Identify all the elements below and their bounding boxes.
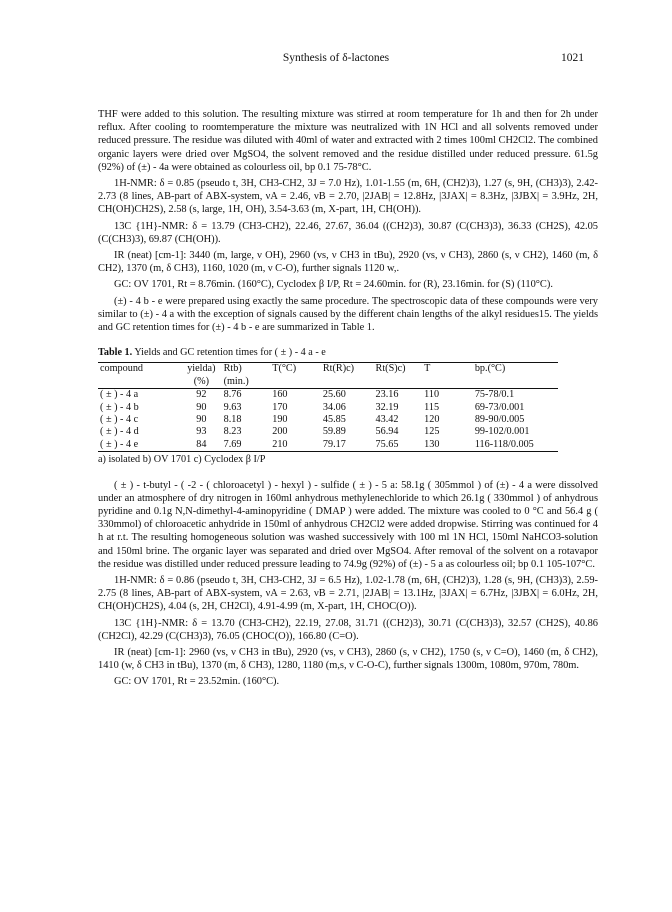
unit-cell bbox=[321, 376, 374, 389]
header-cell: Rtb) bbox=[222, 363, 271, 376]
table-cell: 160 bbox=[272, 389, 288, 401]
table-cell: 89-90/0.005 bbox=[474, 414, 525, 426]
table-cell: 79.17 bbox=[321, 439, 374, 452]
table-cell: 75.65 bbox=[374, 439, 423, 452]
table-cell: 9.63 bbox=[223, 401, 242, 413]
table-cell: 7.69 bbox=[222, 439, 271, 452]
unit-cell bbox=[374, 376, 423, 389]
ir-5a: IR (neat) [cm-1]: 2960 (vs, ν CH3 in tBu), 2920 (vs, ν CH3), 2860 (s, ν CH2), 1750 (s, ν C=O), 1460 (m, δ CH2), 1410 (w, δ CH3 in tBu), 1370 (m, δ CH3), 1280, 1180 (m,s, ν C-O-C), further signals 1300m, 1080m, 970m, 780m. bbox=[98, 646, 598, 672]
table-row bbox=[98, 426, 558, 438]
table-cell: 170 bbox=[272, 401, 288, 413]
header-cell: Rt(R)c) bbox=[321, 363, 374, 376]
hnmr-4a: 1H-NMR: δ = 0.85 (pseudo t, 3H, CH3-CH2, 3J = 7.0 Hz), 1.01-1.55 (m, 6H, (CH2)3), 1.27 (s, 9H, (CH3)3), 2.42-2.73 (8 lines, AB-part of ABX-system, νA = 2.46, νB = 2.70, |2JAB| = 12.8Hz, |3JAX| = 8.3Hz, |3JBX| = 3.9Hz, 2H, CH(OH)CH2S), 2.58 (s, large, 1H, OH), 3.54-3.63 (m, X-part, 1H, CH(OH)). bbox=[98, 178, 598, 216]
table-cell: 32.19 bbox=[375, 401, 399, 413]
table-cell: 190 bbox=[272, 414, 288, 426]
unit-cell bbox=[422, 376, 473, 389]
table-cell: 200 bbox=[272, 426, 288, 438]
table-cell: ( ± ) - 4 c bbox=[100, 414, 139, 426]
table-cell: 90 bbox=[196, 401, 207, 413]
table-units-row bbox=[98, 376, 558, 389]
paragraph-procedure-5a: ( ± ) - t-butyl - ( -2 - ( chloroacetyl ) - hexyl ) - sulfide ( ± ) - 5 a: 58.1g ( 305mmol ) of (±) - 4 a were dissolved under an atmosphere of dry nitrogen in 160ml anhydrous methylenechloride to which 26.1g ( 330mmol ) of anhydrous pyridine and 0.1g N,N-dimethyl-4-aminopyridine ( DMAP ) were added. The mixture was cooled to 0 °C and 56.4 g ( 330mmol) of chloroacetic anhydride in 150ml of anhydrous CH2Cl2 were added dropwise. Stirring was continued for 4 h at r.t. The resulting homogeneous solution was washed successively with 100 ml 1N HCl, 150ml NaHCO3-solution and 150ml brine. The organic layer was separated and dried over MgSO4. After removal of the solvent on a rotavapor the residue was distilled under reduced pressure leading to 74.9g (92%) of (±) - 5 a as colourless oil; bp 0.1 105-107°C. bbox=[98, 479, 598, 570]
table-cell: ( ± ) - 4 a bbox=[100, 389, 139, 401]
main-text bbox=[98, 108, 598, 689]
unit-cell bbox=[473, 376, 558, 389]
table-cell: 8.23 bbox=[223, 426, 242, 438]
unit-cell: (min.) bbox=[222, 376, 271, 389]
table-caption-label: Table 1. bbox=[98, 347, 133, 359]
hnmr-5a: 1H-NMR: δ = 0.86 (pseudo t, 3H, CH3-CH2, 3J = 6.5 Hz), 1.02-1.78 (m, 6H, (CH2)3), 1.28 (s, 9H, (CH3)3), 2.59-2.75 (8 lines, AB-part of ABX-system, νA = 2.63, νB = 2.71, |2JAB| = 13.1Hz, |3JAX| = 6.7Hz, |3JBX| = 6.0Hz, 2H, CH(OH)CH2S), 4.04 (s, 2H, CH2Cl), 4.91-4.99 (m, X-part, 1H, CHOC(O)). bbox=[98, 574, 598, 613]
table-footnotes: a) isolated b) OV 1701 c) Cyclodex β I/P bbox=[98, 454, 266, 466]
paragraph-4b-e: (±) - 4 b - e were prepared using exactly the same procedure. The spectroscopic data of these compounds were very similar to (±) - 4 a with the exception of signals caused by the different chain lengths of the alkyl residues15. The yields and GC retention times for (±) - 4 b - e are summarized in Table 1. bbox=[98, 295, 598, 334]
table-row bbox=[98, 414, 558, 426]
unit-cell: (%) bbox=[181, 376, 222, 389]
table-cell: 92 bbox=[196, 389, 207, 401]
table-caption bbox=[98, 346, 598, 359]
table-cell: ( ± ) - 4 d bbox=[100, 426, 139, 438]
unit-cell bbox=[270, 376, 321, 389]
header-cell: bp.(°C) bbox=[473, 363, 558, 376]
gc-4a: GC: OV 1701, Rt = 8.76min. (160°C), Cyclodex β I/P, Rt = 24.60min. for (R), 23.16min. for (S) (110°C). bbox=[114, 279, 553, 291]
table-cell: ( ± ) - 4 e bbox=[98, 439, 181, 452]
header-cell: T bbox=[422, 363, 473, 376]
paragraph-procedure-4a: THF were added to this solution. The resulting mixture was stirred at room temperature for 1h and then for 2h under reflux. After cooling to roomtemperature the mixture was neutralized with 1N HCl and all solvents removed under reduced pressure. The residue was diluted with 40ml of water and extracted with 2 times 100ml CH2Cl2. The combined organic layers were dried over MgSO4, the solvent removed and the residue distilled under reduced pressure. 61.5g (92%) of (±) - 4a were obtained as colourless oil, bp 0.1 75-78°C. bbox=[98, 109, 598, 173]
table-row bbox=[98, 402, 558, 414]
header-cell: T(°C) bbox=[270, 363, 321, 376]
table-row bbox=[98, 439, 558, 452]
table-row bbox=[98, 389, 558, 402]
table-cell: 120 bbox=[424, 414, 440, 426]
table-cell: 75-78/0.1 bbox=[474, 389, 515, 401]
unit-cell bbox=[98, 376, 181, 389]
table-cell: 125 bbox=[424, 426, 440, 438]
ir-4a: IR (neat) [cm-1]: 3440 (m, large, ν OH), 2960 (vs, ν CH3 in tBu), 2920 (vs, ν CH3), 2860 (s, ν CH2), 1460 (m, δ CH2), 1370 (m, δ CH3), 1160, 1020 (m, ν C-O), further signals 1120 w,. bbox=[98, 250, 598, 275]
table-cell: 43.42 bbox=[375, 414, 399, 426]
table-cell: 115 bbox=[424, 401, 440, 413]
running-header bbox=[0, 52, 672, 68]
header-cell: compound bbox=[98, 363, 181, 376]
table-cell: 8.18 bbox=[223, 414, 242, 426]
table-cell: 210 bbox=[270, 439, 321, 452]
header-cell: Rt(S)c) bbox=[374, 363, 423, 376]
table-header-row bbox=[98, 363, 558, 376]
header-cell: yielda) bbox=[181, 363, 222, 376]
cnmr-5a: 13C {1H}-NMR: δ = 13.70 (CH3-CH2), 22.19, 27.08, 31.71 ((CH2)3), 30.71 (C(CH3)3), 32.57 (CH2S), 40.86 (CH2Cl), 42.29 (C(CH3)3), 76.05 (CHOC(O)), 166.80 (C=O). bbox=[98, 617, 598, 642]
table-cell: 99-102/0.001 bbox=[474, 426, 530, 438]
table-cell: 110 bbox=[424, 389, 440, 401]
yields-table bbox=[98, 362, 558, 452]
table-cell: 69-73/0.001 bbox=[474, 401, 525, 413]
table-cell: 45.85 bbox=[322, 414, 346, 426]
table-cell: 84 bbox=[181, 439, 222, 452]
table-cell: 34.06 bbox=[322, 401, 346, 413]
table-caption-text: Yields and GC retention times for ( ± ) - 4 a - e bbox=[134, 347, 326, 359]
page-number: 1021 bbox=[561, 52, 584, 64]
table-cell: 8.76 bbox=[223, 389, 242, 401]
running-title: Synthesis of δ-lactones bbox=[282, 52, 390, 64]
gc-5a: GC: OV 1701, Rt = 23.52min. (160°C). bbox=[114, 676, 280, 688]
table-cell: 93 bbox=[196, 426, 207, 438]
table-cell: 116-118/0.005 bbox=[473, 439, 558, 452]
table-cell: 59.89 bbox=[322, 426, 346, 438]
table-cell: 25.60 bbox=[322, 389, 346, 401]
table-cell: 130 bbox=[422, 439, 473, 452]
cnmr-4a: 13C {1H}-NMR: δ = 13.79 (CH3-CH2), 22.46, 27.67, 36.04 ((CH2)3), 30.87 (C(CH3)3), 36.33 (CH2S), 42.05 (C(CH3)3), 69.87 (CH(OH)). bbox=[98, 220, 598, 245]
table-cell: 23.16 bbox=[375, 389, 399, 401]
table-cell: ( ± ) - 4 b bbox=[100, 401, 139, 413]
table-cell: 56.94 bbox=[375, 426, 399, 438]
table-cell: 90 bbox=[196, 414, 207, 426]
